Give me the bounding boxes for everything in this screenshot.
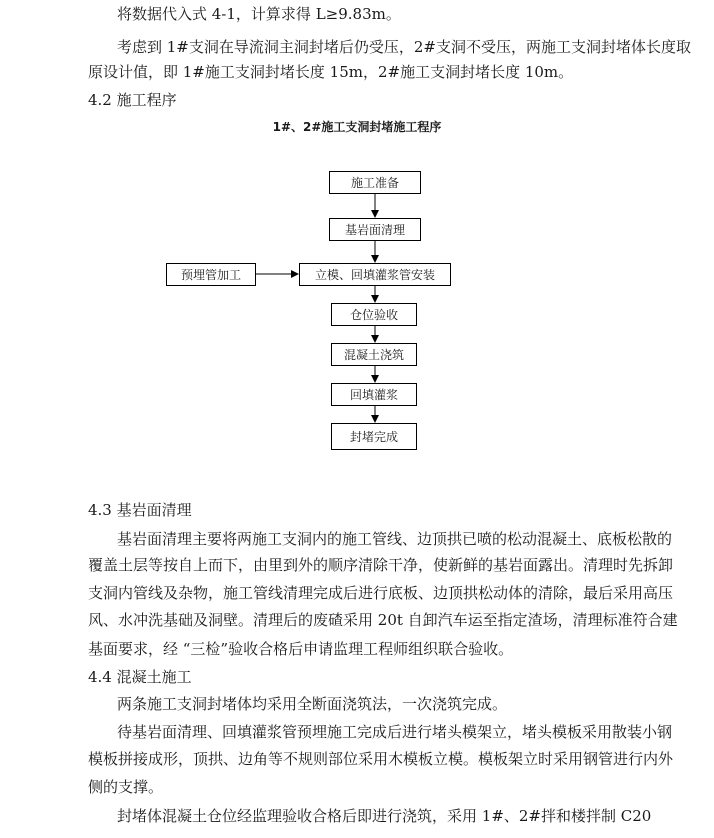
paragraph-line: 将数据代入式 4-1，计算求得 L≥9.83m。	[117, 5, 401, 23]
paragraph-line: 两条施工支洞封堵体均采用全断面浇筑法，一次浇筑完成。	[117, 695, 508, 713]
flow-step-bedrock-cleaning: 基岩面清理	[329, 218, 421, 241]
paragraph-line: 考虑到 1#支洞在导流洞主洞封堵后仍受压，2#支洞不受压，两施工支洞封堵体长度取	[117, 38, 691, 56]
flow-side-pipe-processing: 预埋管加工	[166, 263, 256, 286]
flow-step-concrete-pouring: 混凝土浇筑	[331, 343, 417, 366]
paragraph-line: 风、水冲洗基础及洞壁。清理后的废碴采用 20t 自卸汽车运至指定渣场，清理标准符合建	[88, 611, 678, 629]
flow-step-complete: 封堵完成	[331, 423, 417, 450]
section-heading-4-2: 4.2 施工程序	[88, 91, 177, 109]
paragraph-line: 基面要求，经 “三检”验收合格后申请监理工程师组织联合验收。	[88, 640, 514, 658]
flow-step-backfill-grouting: 回填灌浆	[331, 383, 417, 406]
paragraph-line: 模板拼接成形，顶拱、边角等不规则部位采用木模板立模。模板架立时采用钢管进行内外	[88, 750, 674, 768]
section-heading-4-3: 4.3 基岩面清理	[88, 501, 192, 519]
paragraph-line: 封堵体混凝土仓位经监理验收合格后即进行浇筑，采用 1#、2#拌和楼拌制 C20	[117, 807, 652, 825]
flow-step-prepare: 施工准备	[329, 171, 421, 194]
flowchart-title: 1#、2#施工支洞封堵施工程序	[272, 120, 442, 134]
section-heading-4-4: 4.4 混凝土施工	[88, 668, 192, 686]
paragraph-line: 覆盖土层等按自上而下，由里到外的顺序清除干净，使新鲜的基岩面露出。清理时先拆卸	[88, 556, 674, 574]
paragraph-line: 原设计值，即 1#施工支洞封堵长度 15m，2#施工支洞封堵长度 10m。	[88, 63, 574, 81]
paragraph-line: 侧的支撑。	[88, 778, 164, 796]
paragraph-line: 支洞内管线及杂物，施工管线清理完成后进行底板、边顶拱松动体的清除，最后采用高压	[88, 584, 674, 602]
paragraph-line: 基岩面清理主要将两施工支洞内的施工管线、边顶拱已喷的松动混凝土、底板松散的	[117, 530, 673, 548]
paragraph-line: 待基岩面清理、回填灌浆管预埋施工完成后进行堵头模架立，堵头模板采用散装小钢	[117, 723, 673, 741]
flow-step-acceptance: 仓位验收	[331, 303, 417, 326]
flow-step-formwork-grout-pipe: 立模、回填灌浆管安装	[299, 263, 451, 286]
